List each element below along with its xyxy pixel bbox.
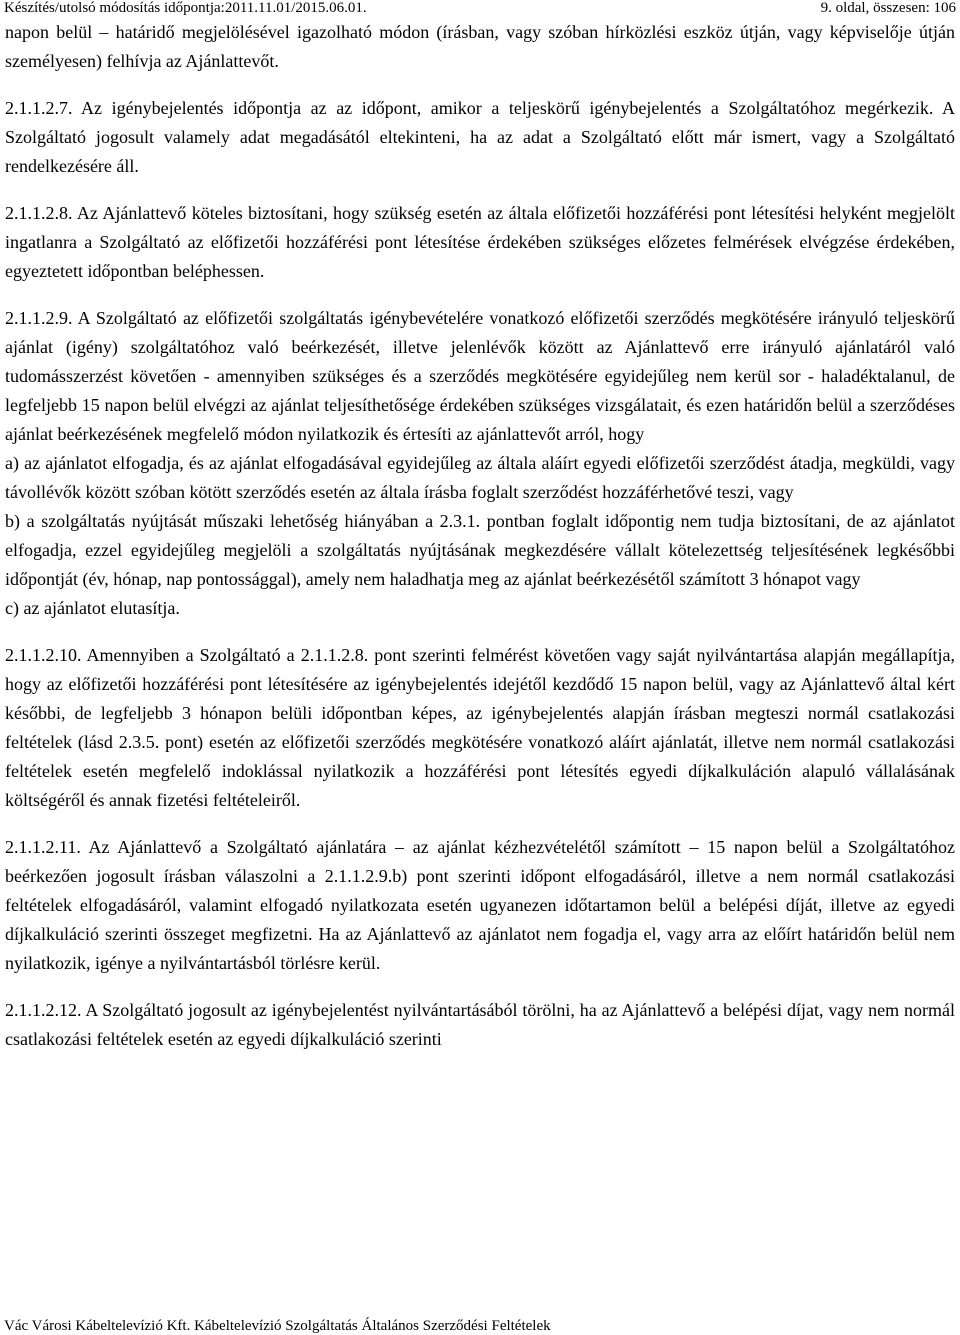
list-item-a: a) az ajánlatot elfogadja, és az ajánlat elfogadásával egyidejűleg az általa aláírt egyedi előfizetői szerződést átadja, megküldi, vagy távollévők között szóban kötött szerződés esetén az általa írásba foglalt szerződést hozzáférhetővé teszi, vagy <box>5 453 955 502</box>
paragraph-2-1-1-2-7: 2.1.1.2.7. Az igénybejelentés időpontja az az időpont, amikor a teljeskörű igénybejelentés a Szolgáltatóhoz megérkezik. A Szolgáltató jogosult valamely adat megadásától eltekinteni, ha az adat a Szolgáltató előtt már ismert, vagy a Szolgáltató rendelkezésére áll. <box>5 98 955 176</box>
document-body <box>5 18 955 1054</box>
paragraph-2-1-1-2-10: 2.1.1.2.10. Amennyiben a Szolgáltató a 2.1.1.2.8. pont szerinti felmérést követően vagy saját nyilvántartása alapján megállapítja, hogy az előfizetői hozzáférési pont létesítésére az igénybejelentés idejétől kezdődő 15 napon belül, vagy az Ajánlattevő által kért későbbi, de legfeljebb 3 hónapon belüli időpontban képes, az igénybejelentés alapján írásban megteszi normál csatlakozási feltételek (lásd 2.3.5. pont) esetén az előfizetői szerződés megkötésére vonatkozó aláírt ajánlatát, illetve nem normál csatlakozási feltételek esetén megfelelő indoklással nyilatkozik a hozzáférési pont létesítés egyedi díjkalkuláción alapuló vállalásának költségéről és annak fizetési feltételeiről. <box>5 645 955 810</box>
paragraph-continuation: napon belül – határidő megjelölésével igazolható módon (írásban, vagy szóban hírközlési eszköz útján, vagy képviselője útján személyesen) felhívja az Ajánlattevőt. <box>5 22 955 71</box>
page-footer: Vác Városi Kábeltelevízió Kft. Kábeltelevízió Szolgáltatás Általános Szerződési Feltételek <box>4 1318 551 1334</box>
header-revision-date: Készítés/utolsó módosítás időpontja:2011.11.01/2015.06.01. <box>4 0 367 16</box>
paragraph-2-1-1-2-11: 2.1.1.2.11. Az Ajánlattevő a Szolgáltató ajánlatára – az ajánlat kézhezvételétől számított – 15 napon belül a Szolgáltatóhoz beérkezően jogosult írásban válaszolni a 2.1.1.2.9.b) pont szerinti időpont elfogadásáról, illetve a nem normál csatlakozási feltételek elfogadásáról, valamint elfogadó nyilatkozata esetén ugyanezen időtartamon belül a belépési díját, illetve az egyedi díjkalkuláció szerinti összeget megfizetni. Ha az Ajánlattevő az ajánlatot nem fogadja el, vagy arra az előírt határidőn belül nem nyilatkozik, igénye a nyilvántartásból törlésre kerül. <box>5 837 955 973</box>
page-header <box>4 0 956 16</box>
list-item-c: c) az ajánlatot elutasítja. <box>5 598 180 618</box>
paragraph-2-1-1-2-12: 2.1.1.2.12. A Szolgáltató jogosult az igénybejelentést nyilvántartásából törölni, ha az Ajánlattevő a belépési díjat, vagy nem normál csatlakozási feltételek esetén az egyedi díjkalkuláció szerinti <box>5 1000 955 1049</box>
paragraph-2-1-1-2-8: 2.1.1.2.8. Az Ajánlattevő köteles biztosítani, hogy szükség esetén az általa előfizetői hozzáférési pont létesítési helyként megjelölt ingatlanra a Szolgáltató az előfizetői hozzáférési pont létesítése érdekében szükséges előzetes felmérések elvégzése érdekében, egyeztetett időpontban beléphessen. <box>5 203 955 281</box>
list-item-b: b) a szolgáltatás nyújtását műszaki lehetőség hiányában a 2.3.1. pontban foglalt időpontig nem tudja biztosítani, de az ajánlatot elfogadja, ezzel egyidejűleg megjelöli a szolgáltatás nyújtásának megkezdésére vállalt kötelezettség teljesítésének legkésőbbi időpontját (év, hónap, nap pontossággal), amely nem haladhatja meg az ajánlat beérkezésétől számított 3 hónapot vagy <box>5 511 955 589</box>
header-page-number: 9. oldal, összesen: 106 <box>820 0 956 16</box>
paragraph-2-1-1-2-9: 2.1.1.2.9. A Szolgáltató az előfizetői szolgáltatás igénybevételére vonatkozó előfizetői szerződés megkötésére irányuló teljeskörű ajánlat (igény) szolgáltatóhoz való beérkezését, illetve jelenlévők között az Ajánlattevő erre irányuló ajánlatáról való tudomásszerzést követően - amennyiben szükséges és a szerződés megkötésére egyidejűleg nem kerül sor - haladéktalanul, de legfeljebb 15 napon belül elvégzi az ajánlat teljesíthetősége érdekében szükséges vizsgálatait, és ezen határidőn belül a szerződéses ajánlat beérkezésének megfelelő módon nyilatkozik és értesíti az ajánlattevőt arról, hogy <box>5 308 955 444</box>
